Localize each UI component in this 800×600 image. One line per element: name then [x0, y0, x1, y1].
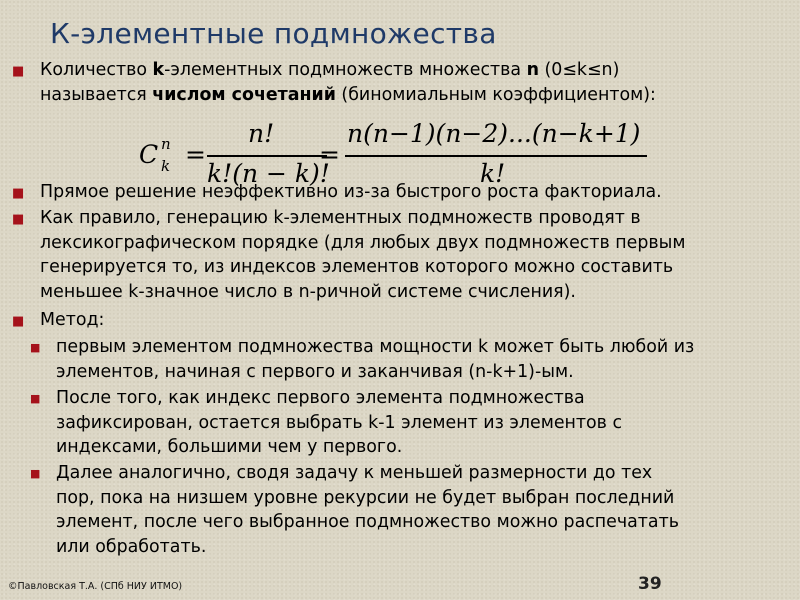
sub-bullet-item-2: После того, как индекс первого элемента подмножества зафиксирован, остается выбрать k-1 элемент из элементов с индексами, большими чем у первого. — [56, 388, 623, 457]
intro-line-2: называется числом сочетаний (биномиальным коэффициентом): — [40, 84, 656, 105]
formula-sub-k: k — [161, 157, 171, 175]
bullet-item-1: Прямое решение неэффективно из-за быстрого роста факториала. — [40, 182, 662, 202]
formula-sup-n: n — [161, 135, 171, 153]
intro-paragraph — [40, 58, 790, 107]
formula-equals-2: = — [319, 140, 340, 169]
bullet-item-3: Метод: — [40, 310, 105, 330]
page-number: 39 — [638, 574, 662, 594]
bullet-marker: ■ — [12, 64, 25, 79]
formula-denominator-1: k!(n − k)! — [207, 159, 330, 188]
formula-denominator-2: k! — [480, 159, 506, 188]
intro-line-1: Количество k-элементных подмножеств множества n (0≤k≤n) — [40, 60, 620, 80]
slide-title: К-элементные подмножества — [50, 17, 497, 50]
sub-bullet-item-1: первым элементом подмножества мощности k может быть любой из элементов, начиная с первого и заканчивая (n-k+1)-ым. — [56, 337, 695, 382]
sub-bullet-marker: ■ — [30, 392, 41, 405]
sub-bullet-marker: ■ — [30, 467, 41, 480]
bullet-marker: ■ — [12, 212, 25, 227]
fraction-bar-2 — [345, 155, 647, 157]
fraction-bar-1 — [207, 155, 327, 157]
formula-numerator-2: n(n−1)(n−2)...(n−k+1) — [347, 119, 641, 148]
bullet-marker: ■ — [12, 186, 25, 201]
bullet-marker: ■ — [12, 314, 25, 329]
sub-bullet-marker: ■ — [30, 341, 41, 354]
formula-c: C — [139, 140, 159, 169]
formula-numerator-1: n! — [248, 119, 275, 148]
bullet-item-2: Как правило, генерацию k-элементных подмножеств проводят в лексикографическом порядке (для любых двух подмножеств первым генерируется то, из индексов элементов которого можно составить меньшее k-значное число в n-ричной системе счисления). — [40, 208, 686, 302]
formula-equals-1: = — [185, 140, 206, 169]
sub-bullet-item-3: Далее аналогично, сводя задачу к меньшей размерности до тех пор, пока на низшем уровне рекурсии не будет выбран последний элемент, после чего выбранное подмножество можно распечатать или обработать. — [56, 463, 679, 557]
footer-copyright: ©Павловская Т.А. (СПб НИУ ИТМО) — [8, 581, 183, 592]
